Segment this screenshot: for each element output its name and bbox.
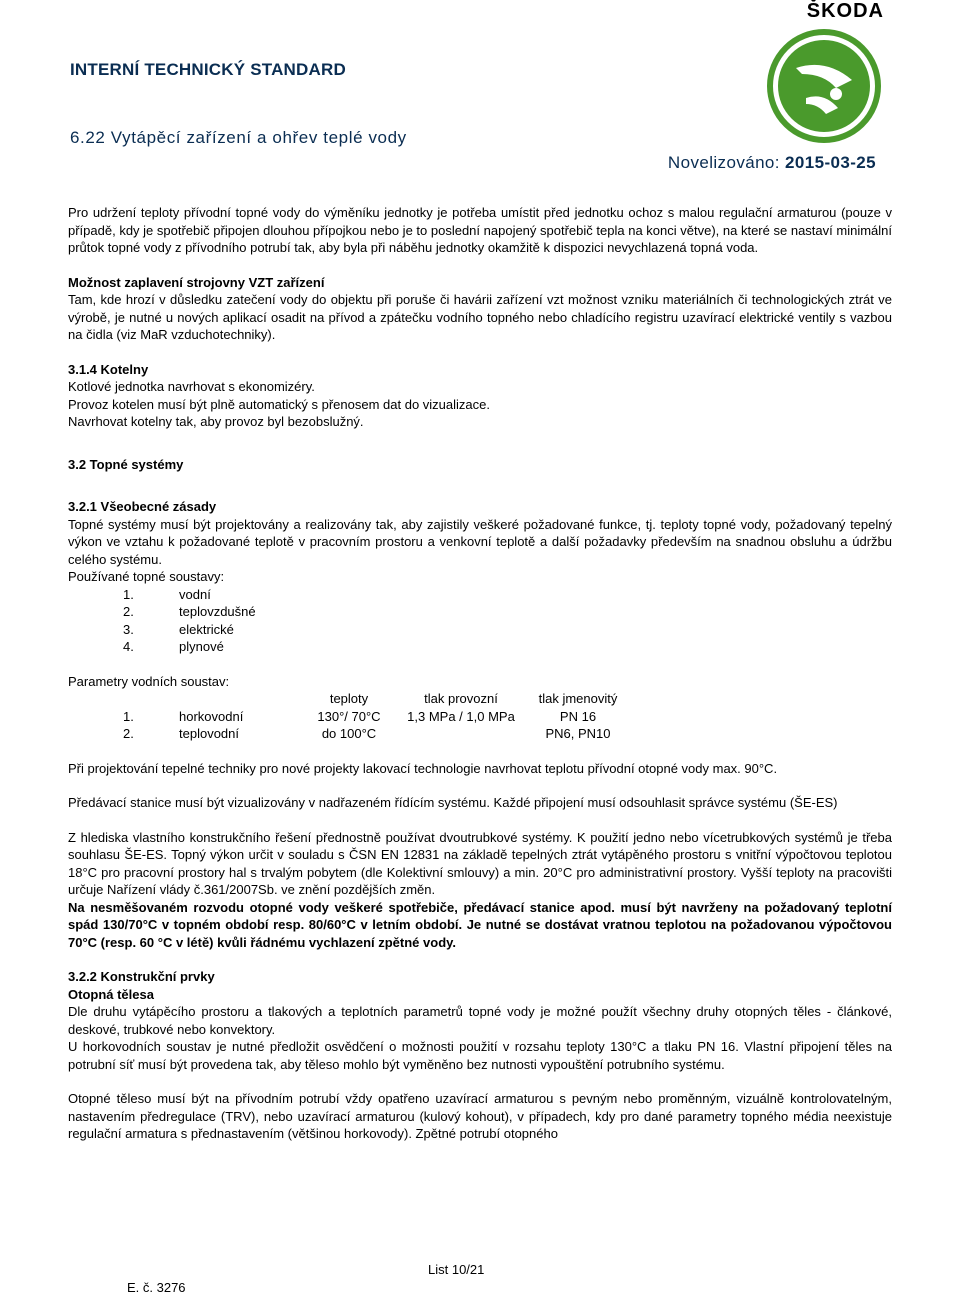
paragraph-telesa-2: U horkovodních soustav je nutné předložit osvědčení o možnosti použití v rozsahu teploty 130°C a tlaku PN 16. Vlastní připojení těles na potrubní síť musí být provedena tak, aby těleso mohlo být vyměněno bez nutnosti vypouštění potrubního systému. <box>68 1039 892 1072</box>
section-title: 6.22 Vytápěcí zařízení a ohřev teplé vody <box>70 128 407 147</box>
table-header-row: teploty tlak provozní tlak jmenovitý <box>329 691 618 706</box>
soustavy-label: Používané topné soustavy: <box>68 569 225 584</box>
kotelny-line-2: Provoz kotelen musí být plně automatický s přenosem dat do vizualizace. <box>68 396 490 412</box>
list-item: 3. elektrické <box>123 621 234 637</box>
paragraph-telesa-1: Dle druhu vytápěcího prostoru a tlakových a teplotních parametrů topné vody je možné použít všechny druhy otopných těles - článkové, deskové, trubkové nebo konvektory. <box>68 1004 892 1037</box>
skoda-arrow-logo-icon <box>766 28 882 144</box>
list-item: 2. teplovzdušné <box>123 604 256 619</box>
page-number: List 10/21 <box>428 1262 485 1277</box>
table-row: 1. horkovodní 130°/ 70°C 1,3 MPa / 1,0 MPa PN 16 <box>123 708 597 724</box>
paragraph-predavaci: Předávací stanice musí být vizualizovány v nadřazeném řídícím systému. Každé připojení musí odsouhlasit správce systému (ŠE-ES) <box>68 795 838 810</box>
paragraph-zasady: Topné systémy musí být projektovány a realizovány tak, aby zajistily veškeré požadované funkce, tj. teploty topné vody, požadovaný tepelný výkon ve vztahu k požadované teplotě v pracovním prostoru a venkovní teplotě a další požadavky především na snadnou obsluhu a údržbu celého systému. <box>68 516 892 567</box>
document-number: E. č. 3276 <box>127 1280 186 1295</box>
paragraph-ochoz: Pro udržení teploty přívodní topné vody do výměníku jednotky je potřeba umístit před jednotku ochoz s malou regulační armaturou (pouze v případě, kdy je spotřebič připojen dlouhou přípojkou nebo je to poslední napojený spotřebič tepla na konci větve), na které se nastaví minimální průtok topné vody z přívodního potrubí tak, aby byla při náběhu jednotky okamžitě k dispozici nevychlazená topná voda. <box>68 205 892 255</box>
revision-label: Novelizováno: <box>667 153 780 172</box>
document-body <box>68 204 892 1143</box>
paragraph-hlediska: Z hlediska vlastního konstrukčního řešení přednostně používat dvoutrubkové systémy. K použití jedno nebo vícetrubkových systémů je třeba souhlasu ŠE-ES. Topný výkon určit v souladu s ČSN EN 12831 na základě tepelných ztrát vytápěného prostoru s vnitřní výpočtovou teplotou 18°C pro pracovní prostory hal s trvalým pobytem (dle Kolektivní smlouvy) a min. 20°C pro administrativní prostory. Vyšší teploty na pracovišti určuje Nařízení vlády č.361/2007Sb. ve znění pozdějších změn. <box>68 829 892 897</box>
params-label: Parametry vodních soustav: <box>68 673 230 689</box>
heading-otopna-telesa: Otopná tělesa <box>68 986 154 1002</box>
list-item: 4. plynové <box>123 639 224 654</box>
list-item: 1. vodní <box>123 586 211 602</box>
paragraph-lakovani: Při projektování tepelné techniky pro nové projekty lakovací technologie navrhovat teplotu přívodní otopné vody max. 90°C. <box>68 760 778 776</box>
kotelny-line-3: Navrhovat kotelny tak, aby provoz byl bezobslužný. <box>68 414 364 429</box>
standard-title: INTERNÍ TECHNICKÝ STANDARD <box>70 60 346 79</box>
heading-zasady: 3.2.1 Všeobecné zásady <box>68 499 217 514</box>
params-table <box>123 690 633 743</box>
revision-date: 2015-03-25 <box>785 153 876 172</box>
paragraph-flood: Tam, kde hrozí v důsledku zatečení vody do objektu při poruše či havárii zařízení vzt možnost vzniku materiálních či technologických ztrát ve výrobě, je nutné u nových aplikací osadit na přívod a zpátečku vodního topného nebo chladícího registru uzavírací elektrické ventily s vazbou na čidla (viz MaR vzduchotechniky). <box>68 292 892 342</box>
revision-date-line <box>668 153 876 173</box>
paragraph-teleso-3: Otopné těleso musí být na přívodním potrubí vždy opatřeno uzavírací armaturou s pevným nebo proměnným, vizuálně kontrolovatelným, nastavením předregulace (TRV), nebo uzavírací armaturou (kulový kohout), v případech, kdy pro dané parametry topného média neexistuje regulační armatura s přednastavením (většinou horkovody). Zpětné potrubí otopného <box>68 1091 892 1141</box>
table-row: 2. teplovodní do 100°C PN6, PN10 <box>123 726 611 741</box>
heading-flood: Možnost zaplavení strojovny VZT zařízení <box>68 274 325 290</box>
heading-kotelny: 3.1.4 Kotelny <box>68 361 149 377</box>
heading-konstrukcni-prvky: 3.2.2 Konstrukční prvky <box>68 969 215 984</box>
heading-topne-systemy: 3.2 Topné systémy <box>68 456 184 472</box>
brand-wordmark: ŠKODA <box>806 0 884 22</box>
kotelny-line-1: Kotlové jednotka navrhovat s ekonomizéry. <box>68 379 315 394</box>
paragraph-bold-requirement: Na nesměšovaném rozvodu otopné vody veškeré spotřebiče, předávací stanice apod. musí být navrženy na požadovaný teplotní spád 130/70°C v topném období resp. 80/60°C v letním období. Je nutné se dostávat vratnou teplotou na požadovanou výpočtovou 70°C (resp. 60 °C v létě) kvůli řádnému vychlazení zpětné vody. <box>68 899 892 950</box>
